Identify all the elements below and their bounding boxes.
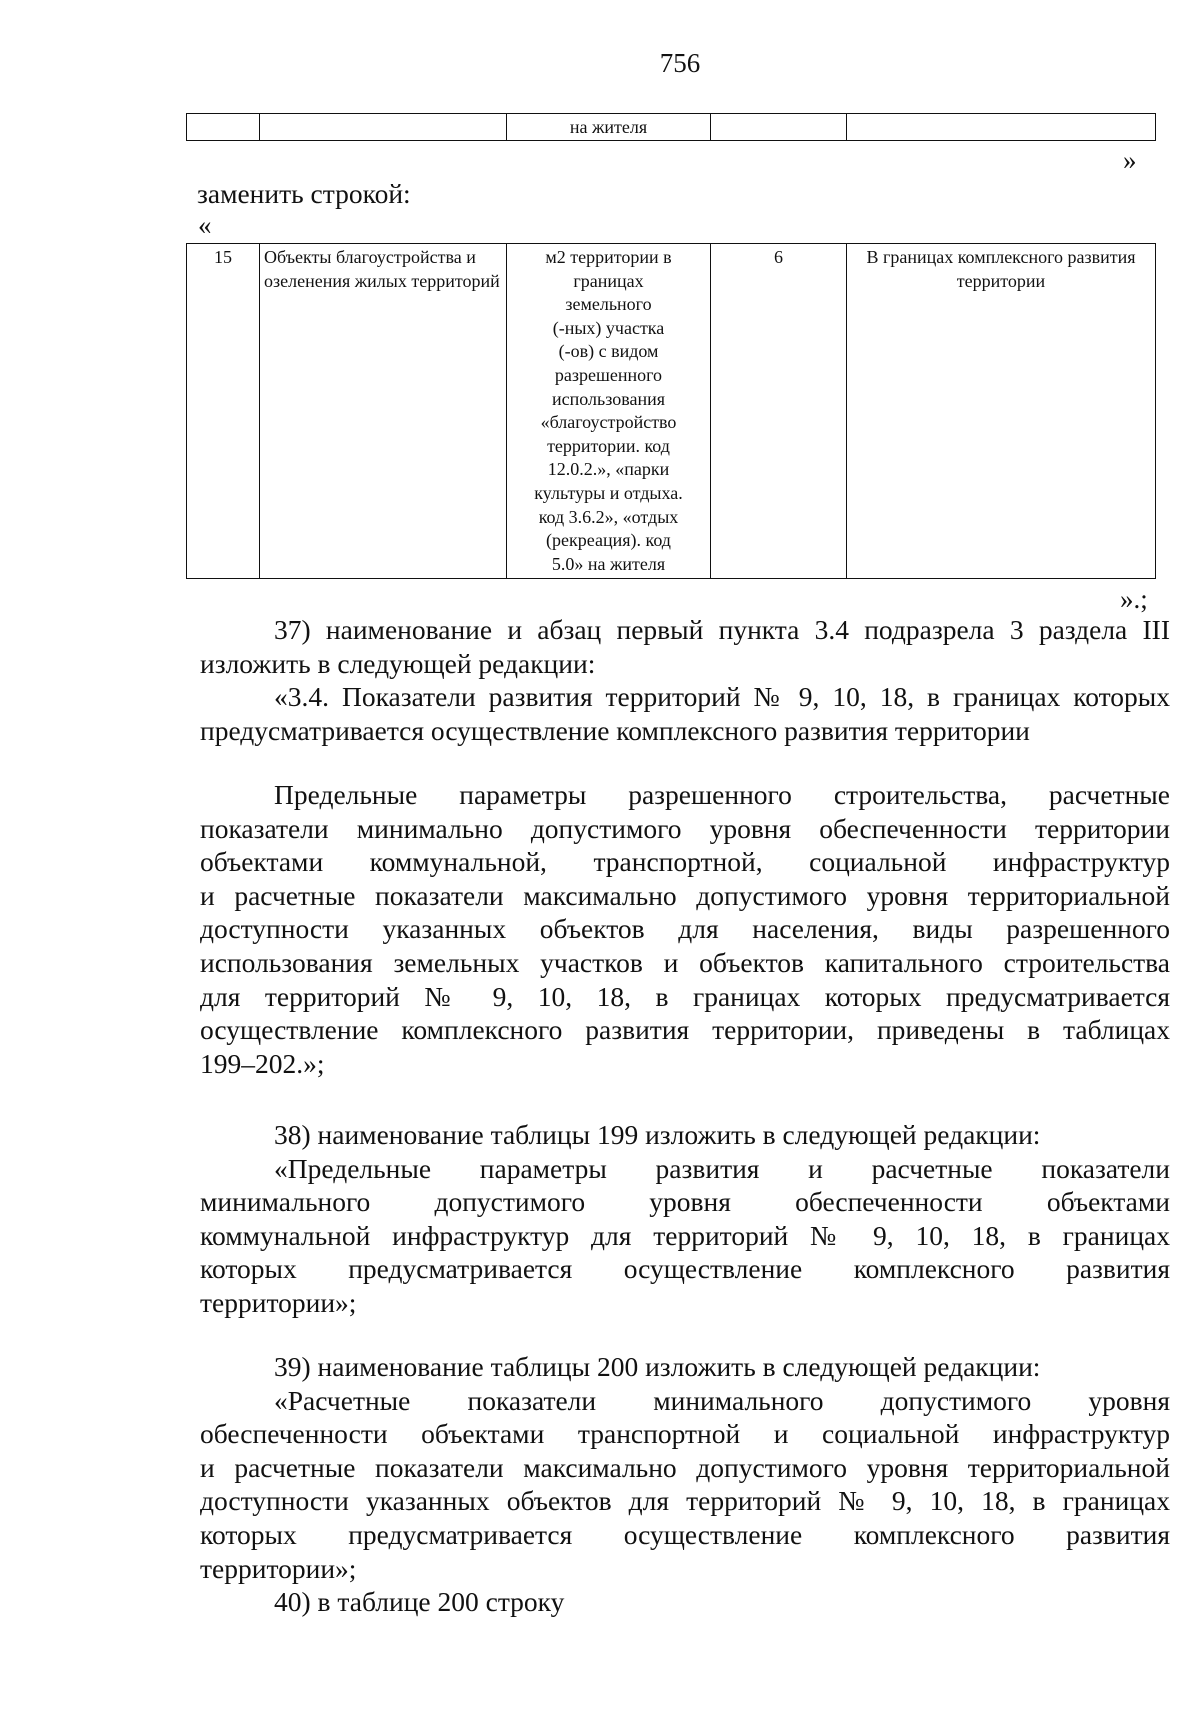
unit-line: (рекреация). код <box>546 530 671 551</box>
text-line: показатели минимально допустимого уровня обеспеченности территории <box>200 812 1170 844</box>
closing-quote-semicolon: ».; <box>1120 584 1148 614</box>
text-line: коммунальной инфраструктур для территорий № 9, 10, 18, в границах <box>200 1219 1170 1251</box>
table-cell-note: В границах комплексного развития территории <box>847 244 1156 579</box>
text-line: осуществление комплексного развития территории, приведены в таблицах <box>200 1014 1170 1046</box>
text-line: и расчетные показатели максимально допустимого уровня территориальной <box>200 1451 1170 1483</box>
unit-line: 5.0» на жителя <box>551 553 666 574</box>
table-cell-unit <box>507 244 711 579</box>
unit-line: использования <box>551 388 665 409</box>
text-line: предусматривается осуществление комплексного развития территории <box>200 714 1030 746</box>
old-table-row <box>186 113 1156 141</box>
opening-quote: « <box>198 210 212 240</box>
unit-line: (-ных) участка <box>552 317 665 338</box>
unit-line: границах <box>573 270 644 291</box>
unit-line: территории. код <box>547 435 670 456</box>
text-line: которых предусматривается осуществление комплексного развития <box>200 1518 1170 1550</box>
page-number: 756 <box>659 48 701 78</box>
text-line: 199–202.»; <box>200 1047 325 1079</box>
unit-line: 12.0.2.», «парки <box>547 459 670 480</box>
unit-line: земельного <box>565 294 652 315</box>
table-cell-unit: на жителя <box>507 114 711 141</box>
unit-line: (-ов) с видом <box>558 341 659 362</box>
paragraph-37 <box>200 613 1170 747</box>
unit-line: м2 территории в <box>545 247 672 267</box>
table-cell <box>711 114 847 141</box>
text-line: 39) наименование таблицы 200 изложить в следующей редакции: <box>274 1351 1041 1382</box>
new-table-row <box>186 243 1156 579</box>
text-line: территории»; <box>200 1552 357 1584</box>
table-cell <box>187 114 260 141</box>
table-cell <box>847 114 1156 141</box>
paragraph-38 <box>200 1118 1170 1320</box>
unit-line: разрешенного <box>554 364 663 385</box>
table-row <box>187 114 1156 141</box>
unit-line: культуры и отдыха. <box>534 482 683 503</box>
text-line: «3.4. Показатели развития территорий № 9, 10, 18, в границах которых <box>274 681 1170 713</box>
replace-label: заменить строкой: <box>197 178 411 209</box>
text-line: доступности указанных объектов для населения, виды разрешенного <box>200 913 1170 945</box>
paragraph-39 <box>200 1350 1170 1619</box>
text-line: «Предельные параметры развития и расчетные показатели <box>274 1152 1170 1184</box>
text-line: обеспеченности объектами транспортной и социальной инфраструктур <box>200 1418 1170 1450</box>
text-line: изложить в следующей редакции: <box>200 647 596 679</box>
text-line: Предельные параметры разрешенного строительства, расчетные <box>274 779 1170 810</box>
text-line: территории»; <box>200 1286 357 1318</box>
closing-quote: » <box>1123 145 1137 175</box>
text-line: для территорий № 9, 10, 18, в границах которых предусматривается <box>200 980 1170 1012</box>
table-cell <box>260 114 507 141</box>
text-line: 38) наименование таблицы 199 изложить в следующей редакции: <box>274 1119 1041 1150</box>
text-line: минимального допустимого уровня обеспеченности объектами <box>200 1186 1170 1218</box>
text-line: и расчетные показатели максимально допустимого уровня территориальной <box>200 879 1170 911</box>
paragraph-limits <box>200 778 1170 1080</box>
text-line: «Расчетные показатели минимального допустимого уровня <box>274 1384 1170 1416</box>
text-line: 40) в таблице 200 строку <box>274 1586 565 1618</box>
text-line: объектами коммунальной, транспортной, социальной инфраструктур <box>200 846 1170 878</box>
table-cell-name: Объекты благоустройства и озеленения жилых территорий <box>260 244 507 579</box>
text-line: 37) наименование и абзац первый пункта 3.4 подразрела 3 раздела III <box>274 614 1170 645</box>
unit-line: «благоустройство <box>540 412 677 433</box>
text-line: доступности указанных объектов для территорий № 9, 10, 18, в границах <box>200 1485 1170 1517</box>
table-cell-value: 6 <box>711 244 847 579</box>
table-cell-number: 15 <box>187 244 260 579</box>
table-row <box>187 244 1156 579</box>
text-line: использования земельных участков и объектов капитального строительства <box>200 946 1170 978</box>
unit-line: код 3.6.2», «отдых <box>538 506 679 527</box>
text-line: которых предусматривается осуществление комплексного развития <box>200 1253 1170 1285</box>
